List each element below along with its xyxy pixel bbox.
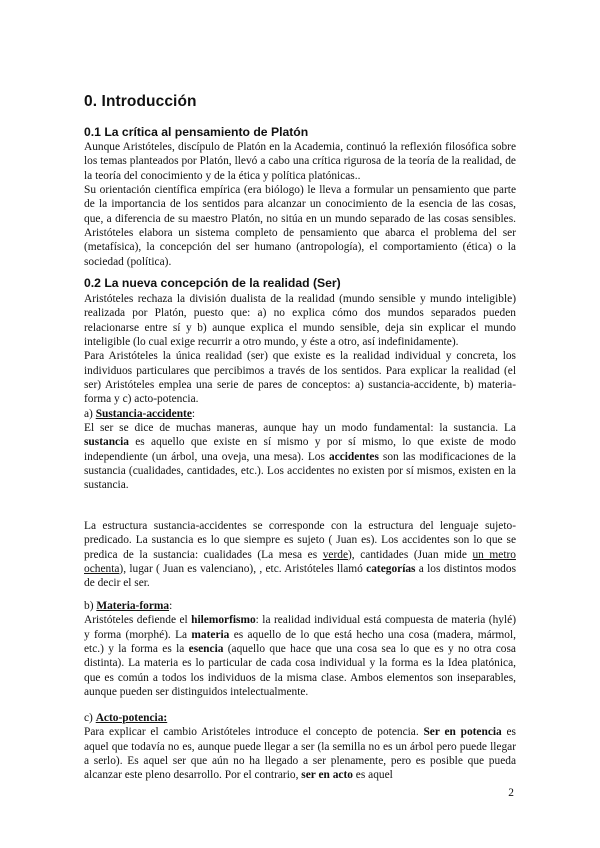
example-green: verde (322, 548, 349, 561)
section-heading: 0. Introducción (84, 93, 197, 110)
term-substance: sustancia (84, 436, 129, 449)
term-essence: esencia (188, 643, 224, 656)
paragraph-individual-reality: Para Aristóteles la única realidad (ser) que existe es la realidad individual y concreta, los individuos particulares que percibimos a través de los sentidos. Para explicar la realidad (el ser) Aristóteles emplea una serie de pares de conceptos: a) sustancia-accidente, b) materia-forma y c) acto-potencia. (84, 350, 516, 406)
term-hylomorphism: hilemorfismo (191, 614, 256, 627)
subsection-heading-reality: 0.2 La nueva concepción de la realidad (Ser) (84, 276, 341, 290)
paragraph-act-potency: Para explicar el cambio Aristóteles introduce el concepto de potencia. Ser en potencia es aquel que todavía no es, aunque puede llegar a ser (la semilla no es un árbol pero puede llegar a serlo). Es aquel ser que aún no ha llegado a ser plenamente, pero es posible que pueda alcanzar este pleno desarrollo. Por el contrario, ser en acto es aquel (84, 726, 516, 782)
paragraph-dualism-rejection: Aristóteles rechaza la división dualista de la realidad (mundo sensible y mundo inteligible) realizada por Platón, puesto que: a) no explica cómo dos mundos separados pueden relacionarse entre sí y b) aunque explica el mundo sensible, deja sin explicar el mundo inteligible (lo cual exige recurrir a otro mundo, y éste a otro, así indefinidamente). (84, 293, 516, 349)
matter-form-body (84, 599, 516, 699)
language-structure-body (84, 519, 516, 591)
paragraph-critique-intro: Aunque Aristóteles, discípulo de Platón en la Academia, continuó la reflexión filosófica sobre los temas planteados por Platón, llevó a cabo una crítica rigurosa de la teoría de la realidad, de la teoría del conocimiento y de la ética y política platónicas.. (84, 141, 516, 182)
example-height: un metro ochenta (84, 548, 516, 576)
page-number: 2 (508, 787, 514, 799)
subheading-act-potency: c) Acto-potencia: (84, 712, 168, 724)
act-potency-body (84, 711, 516, 783)
subsection-heading-critique: 0.1 La crítica al pensamiento de Platón (84, 125, 309, 139)
term-accidents: accidentes (328, 450, 379, 463)
label-substance-accident: Sustancia-accidente (95, 407, 192, 420)
term-being-in-act: ser en acto (301, 769, 353, 782)
paragraph-hylomorphism: Aristóteles defiende el hilemorfismo: la realidad individual está compuesta de materia (hylé) y forma (morphé). La materia es aquello de lo que está hecho una cosa (madera, mármol, etc.) y la forma es la esencia (aquello que hace que una cosa sea lo que es y no otra cosa distinta). La materia es lo particular de cada cosa individual y la forma es la Idea platónica, que es común a todos los individuos de la misma clase. Ambos elementos son inseparables, aunque pueden ser distinguidos intelectualmente. (84, 614, 516, 699)
paragraph-substance-definition: El ser se dice de muchas maneras, aunque hay un modo fundamental: la sustancia. La sustancia es aquello que existe en sí mismo y por sí mismo, lo que existe de modo independiente (un árbol, una oveja, una mesa). Los accidentes son las modificaciones de la sustancia (cualidades, cantidades, etc.). Los accidentes no existen por sí mismos, existen en la sustancia. (84, 422, 516, 492)
subheading-substance-accident: a) Sustancia-accidente: (84, 407, 196, 420)
label-act-potency: Acto-potencia: (95, 712, 168, 724)
label-matter-form: Materia-forma (96, 600, 170, 612)
paragraph-language-structure: La estructura sustancia-accidentes se corresponde con la estructura del lenguaje sujeto-predicado. La sustancia es lo que siempre es sujeto ( Juan es). Los accidentes son lo que se predica de la sustancia: cualidades (La mesa es verde), cantidades (Juan mide un metro ochenta), lugar ( Juan es valenciano), , etc. Aristóteles llamó categorías a los distintos modos de decir el ser. (84, 520, 517, 590)
subheading-matter-form: b) Materia-forma: (84, 600, 173, 612)
reality-section-body (84, 292, 516, 493)
term-matter: materia (191, 628, 230, 641)
paragraph-scientific-orientation: Su orientación científica empírica (era biólogo) le lleva a formular un pensamiento que parte de la importancia de los sentidos para alcanzar un conocimiento de la esencia de las cosas, que, a diferencia de su maestro Platón, no sitúa en un mundo separado de las cosas sensibles. Aristóteles elabora un sistema completo de pensamiento que abarca el problema del ser (metafísica), la concepción del ser humano (antropología), el comportamiento (ética) o la sociedad (política). (84, 184, 516, 268)
term-categories: categorías (366, 563, 416, 576)
term-being-in-potency: Ser en potencia (423, 726, 502, 739)
critique-section-body (84, 140, 516, 269)
